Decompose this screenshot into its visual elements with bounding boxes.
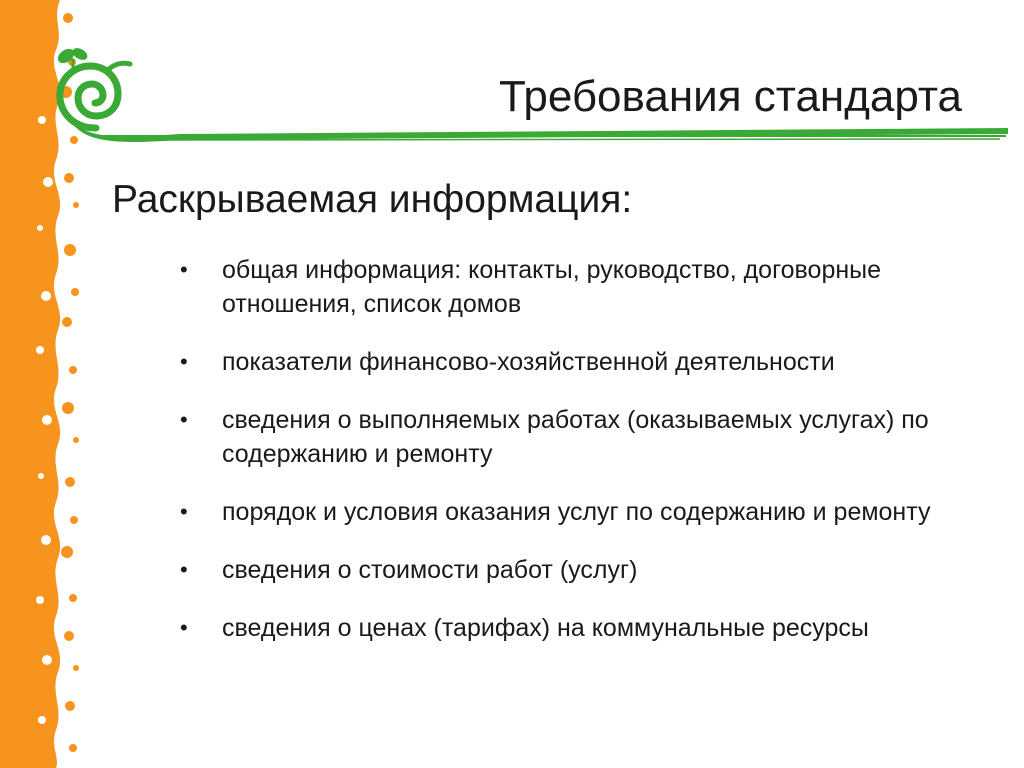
list-item (180, 253, 980, 321)
list-item-text: общая информация: контакты, руководство, договорные отношения, список домов (222, 256, 882, 318)
list-item-text: порядок и условия оказания услуг по содержанию и ремонту (222, 498, 931, 526)
bullet-icon: • (180, 349, 188, 374)
list-item (180, 611, 980, 645)
slide-title: Требования стандарта (498, 72, 962, 121)
list-item-text: сведения о ценах (тарифах) на коммунальные ресурсы (222, 614, 869, 642)
bullet-list (180, 253, 980, 669)
list-item (180, 553, 980, 587)
bullet-icon: • (180, 557, 188, 582)
list-item (180, 403, 980, 471)
list-item-text: сведения о выполняемых работах (оказываемых услугах) по содержанию и ремонту (222, 406, 929, 468)
bullet-icon: • (180, 407, 188, 432)
bullet-icon: • (180, 257, 188, 282)
bullet-icon: • (180, 615, 188, 640)
list-item (180, 345, 980, 379)
list-item-text: показатели финансово-хозяйственной деятельности (222, 348, 835, 376)
bullet-icon: • (180, 499, 188, 524)
section-subtitle: Раскрываемая информация: (112, 178, 633, 221)
title-underline (60, 118, 1010, 148)
list-item-text: сведения о стоимости работ (услуг) (222, 556, 638, 584)
list-item (180, 495, 980, 529)
